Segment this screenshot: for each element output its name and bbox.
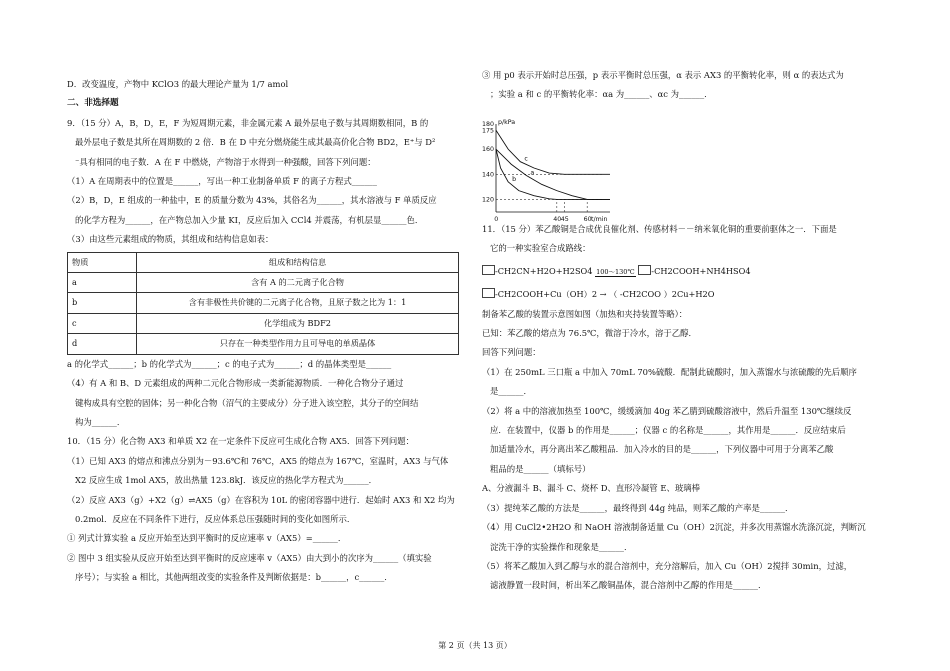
q10-line: （1）已知 AX3 的熔点和沸点分别为－93.6℃和 76℃，AX5 的熔点为 167℃，室温时，AX3 与气体 bbox=[67, 455, 449, 466]
table-row bbox=[68, 273, 459, 293]
q9-line: ⁻具有相同的电子数．A 在 F 中燃烧，产物溶于水得到一种强酸，回答下列问题： bbox=[75, 156, 376, 167]
reaction-arrow: 100～130℃ bbox=[596, 267, 635, 276]
y-tick-label: 120 bbox=[482, 196, 495, 204]
q9-line: （4）有 A 和 B、D 元素组成的两种二元化合物形成一类新能源物质．一种化合物分子通过 bbox=[67, 378, 404, 389]
page-footer: 第 2 页（共 13 页） bbox=[438, 641, 512, 650]
table-row bbox=[68, 293, 459, 313]
left-column bbox=[67, 0, 460, 588]
table-row bbox=[68, 313, 459, 333]
q9-line: 构为______． bbox=[75, 416, 126, 427]
q9-line: a 的化学式______；b 的化学式为______；c 的电子式为______；d 的晶体类型是______ bbox=[67, 358, 392, 369]
q11-line: （1）在 250mL 三口瓶 a 中加入 70mL 70%硫酸．配制此硫酸时，加入蒸馏水与浓硫酸的先后顺序 bbox=[482, 366, 857, 377]
table-cell: 只存在一种类型作用力且可导电的单质晶体 bbox=[137, 334, 459, 354]
series-label-b: b bbox=[512, 175, 517, 183]
q11-line: 11．（15 分）苯乙酸铜是合成优良催化剂、传感材料－－纳米氧化铜的重要前驱体之一．下面是 bbox=[482, 223, 837, 234]
q11-line: 制备苯乙酸的装置示意图如图（加热和夹持装置等略）： bbox=[482, 308, 688, 319]
q11-line: 应．在装置中，仪器 b 的作用是______；仪器 c 的名称是______，其作用是______．反应结束后 bbox=[490, 425, 846, 436]
q11-line: （3）提纯苯乙酸的方法是______，最终得到 44g 纯品，则苯乙酸的产率是______． bbox=[482, 502, 794, 513]
q9-line: 最外层电子数是其所在周期数的 2 倍．B 在 D 中充分燃烧能生成其最高价化合物 BD2，E⁺与 D² bbox=[75, 137, 436, 148]
benzene-ring-icon bbox=[638, 265, 651, 275]
q10-line: ① 列式计算实验 a 反应开始至达到平衡时的反应速率 v（AX5）=______． bbox=[67, 533, 347, 544]
q11-line: 回答下列问题： bbox=[482, 347, 541, 358]
q11-line: A、分液漏斗 B、漏斗 C、烧杯 D、直形冷凝管 E、玻璃棒 bbox=[482, 483, 700, 494]
section-heading: 二、非选择题 bbox=[67, 98, 119, 109]
table-cell: 化学组成为 BDF2 bbox=[137, 313, 459, 333]
q10-line: ③ 用 p0 表示开始时总压强，p 表示平衡时总压强，α 表示 AX3 的平衡转化率，则 α 的表达式为 bbox=[482, 70, 844, 80]
table-header-row bbox=[68, 252, 459, 272]
y-tick-label: 160 bbox=[482, 146, 495, 154]
table-header: 物质 bbox=[68, 252, 137, 272]
right-column bbox=[482, 0, 892, 596]
table-cell: a bbox=[68, 273, 137, 293]
q11-line: 它的一种实验室合成路线： bbox=[490, 243, 591, 254]
q11-line: （2）将 a 中的溶液加热至 100℃，缓缓滴加 40g 苯乙腈到硫酸溶液中，然后升温至 130℃继续反 bbox=[482, 405, 852, 416]
q11-line: 加适量冷水，再分离出苯乙酸粗品．加入冷水的目的是______，下列仪器中可用于分离苯乙酸 bbox=[490, 444, 834, 455]
q10-line: X2 反应生成 1mol AX5，放出热量 123.8kJ．该反应的热化学方程式为______． bbox=[75, 475, 378, 486]
benzene-ring-icon bbox=[482, 288, 495, 298]
y-tick-label: 180 bbox=[482, 121, 495, 128]
table-cell: c bbox=[68, 313, 137, 333]
q11-line: 已知：苯乙酸的熔点为 76.5℃，微溶于冷水，溶于乙醇． bbox=[482, 328, 697, 339]
table-cell: 含有非极性共价键的二元离子化合物，且原子数之比为 1：1 bbox=[137, 293, 459, 313]
table-cell: 含有 A 的二元离子化合物 bbox=[137, 273, 459, 293]
reaction-2: -CH2COOH+Cu（OH）2 → （ -CH2COO ）2Cu+H2O bbox=[482, 283, 892, 305]
q10-line: 0.2mol．反应在不同条件下进行，反应体系总压强随时间的变化如图所示． bbox=[75, 513, 356, 524]
q9-line: （2）B，D，E 组成的一种盐中，E 的质量分数为 43%，其俗名为______，其水溶液与 F 单质反应 bbox=[67, 195, 437, 206]
q10-line: ② 图中 3 组实验从反应开始至达到平衡时的反应速率 v（AX5）由大到小的次序为______（填实验 bbox=[67, 552, 432, 563]
q10-line: 10．（15 分）化合物 AX3 和单质 X2 在一定条件下反应可生成化合物 AX5．回答下列问题： bbox=[67, 436, 415, 447]
q9-line: 的化学方程为______，在产物总加入少量 KI，反应后加入 CCl4 并震荡，有机层显______色． bbox=[75, 214, 424, 225]
series-line-c bbox=[496, 130, 610, 174]
q9-line: 9．（15 分）A，B，D，E，F 为短周期元素，非金属元素 A 最外层电子数与其周期数相同，B 的 bbox=[67, 117, 429, 128]
x-tick-label: 0 bbox=[494, 216, 499, 223]
table-cell: d bbox=[68, 334, 137, 354]
x-tick-label: 45 bbox=[560, 216, 569, 223]
table-cell: b bbox=[68, 293, 137, 313]
q9-line: 键构成具有空腔的固体；另一种化合物（沼气的主要成分）分子进入该空腔，其分子的空间结 bbox=[75, 397, 419, 408]
q9-line: （3）由这些元素组成的物质，其组成和结构信息如表： bbox=[67, 234, 274, 245]
q10-line: 序号）；与实验 a 相比，其他两组改变的实验条件及判断依据是：b______，c______． bbox=[75, 572, 393, 583]
table-header: 组成和结构信息 bbox=[137, 252, 459, 272]
y-tick-label: 175 bbox=[482, 127, 495, 135]
y-tick-label: 140 bbox=[482, 171, 495, 179]
reaction-1: -CH2CN+H2O+H2SO4 100～130℃ -CH2COOH+NH4HSO4 bbox=[482, 259, 892, 283]
q11-line: 滤液静置一段时间，析出苯乙酸铜晶体，混合溶剂中乙醇的作用是______． bbox=[490, 580, 767, 591]
x-tick-label: 40 bbox=[553, 216, 562, 223]
table-row bbox=[68, 334, 459, 354]
x-tick-label: 60 bbox=[583, 216, 592, 223]
q11-line: （4）用 CuCl2•2H2O 和 NaOH 溶液制备适量 Cu（OH）2沉淀，并多次用蒸馏水洗涤沉淀，判断沉 bbox=[482, 522, 866, 533]
series-label-a: a bbox=[530, 169, 535, 177]
benzene-ring-icon bbox=[482, 265, 495, 275]
q10-line: （2）反应 AX3（g）+X2（g）⇌AX5（g）在容积为 10L 的密闭容器中进行．起始时 AX3 和 X2 均为 bbox=[67, 494, 455, 505]
q11-line: 是______． bbox=[490, 386, 532, 397]
q9-line: （1）A 在周期表中的位置是______，写出一种工业制备单质 F 的离子方程式______ bbox=[67, 176, 377, 187]
q11-line: 淀洗干净的实验操作和现象是______． bbox=[490, 541, 633, 552]
y-axis-label: p/kPa bbox=[498, 119, 516, 126]
pressure-time-chart bbox=[482, 118, 622, 224]
series-label-c: c bbox=[524, 155, 528, 163]
option-d-line: D．改变温度，产物中 KClO3 的最大理论产量为 1/7 amol bbox=[67, 79, 289, 89]
substance-table bbox=[67, 252, 459, 355]
q11-line: 粗品的是______（填标号） bbox=[490, 463, 591, 474]
q10-line: ；实验 a 和 c 的平衡转化率：αa 为______、αc 为______． bbox=[490, 89, 713, 100]
x-axis-label: t/min bbox=[591, 216, 608, 223]
q11-line: （5）将苯乙酸加入到乙醇与水的混合溶剂中，充分溶解后，加入 Cu（OH）2搅拌 30min，过滤， bbox=[482, 560, 853, 571]
